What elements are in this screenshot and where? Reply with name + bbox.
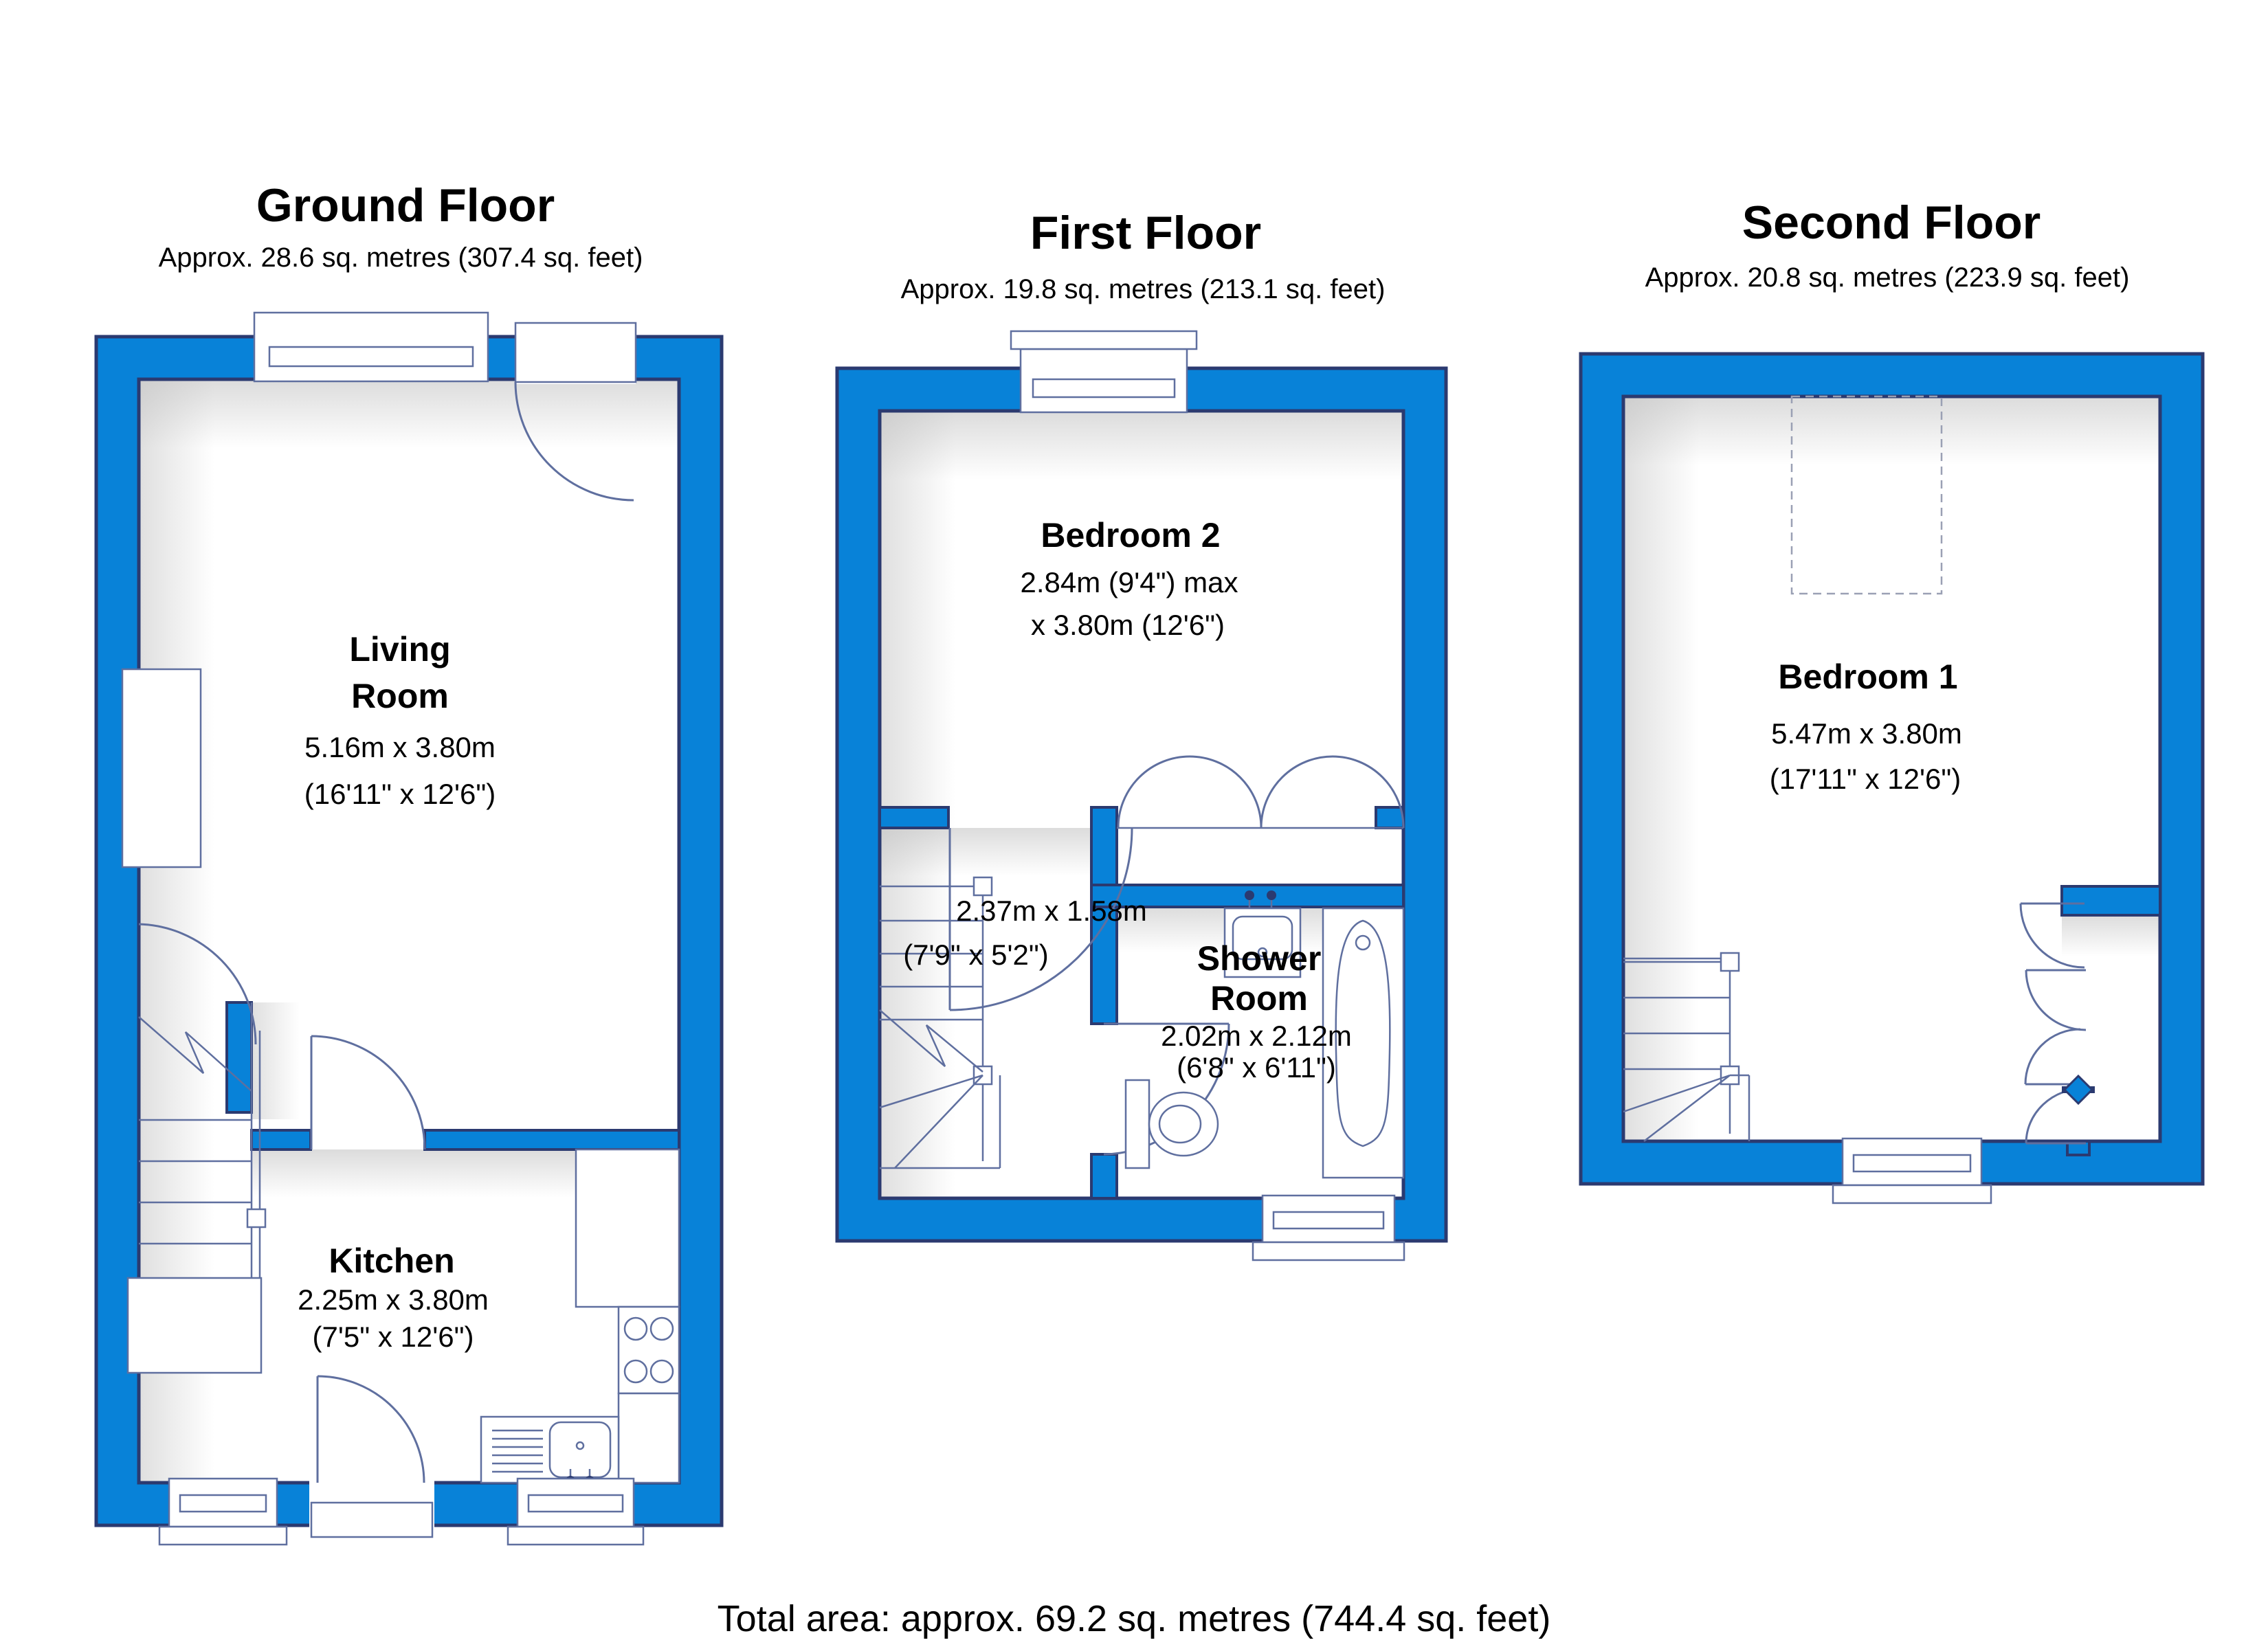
pivot-diamond-icon: [2065, 1076, 2092, 1103]
window: [1011, 331, 1197, 412]
wardrobe-doors: [1117, 756, 1403, 828]
room-shadow: [880, 828, 1093, 876]
window-sill: [1253, 1242, 1404, 1260]
landing-dims: 2.37m x 1.58m: [956, 895, 1147, 927]
stair-newel: [974, 877, 992, 895]
window: [159, 1479, 287, 1545]
window-sill: [159, 1527, 287, 1545]
interior-wall-stub: [2062, 886, 2160, 915]
room-dims: 2.84m (9'4") max: [1020, 566, 1238, 598]
first-floor-title: First Floor: [1030, 207, 1262, 259]
room-shadow: [139, 379, 679, 448]
window: [508, 1479, 643, 1545]
ground-floor-plan: [96, 179, 722, 1545]
back-door: [311, 1376, 432, 1537]
room-label: Bedroom 1: [1778, 658, 1958, 696]
kitchen-door: [311, 1036, 425, 1149]
room-dims: 2.02m x 2.12m: [1161, 1020, 1352, 1052]
second-floor-title: Second Floor: [1742, 197, 2041, 249]
first-floor-area: Approx. 19.8 sq. metres (213.1 sq. feet): [900, 274, 1386, 304]
second-floor-plan: [1581, 197, 2203, 1203]
window-sill: [1011, 331, 1197, 349]
door-leaf: [515, 323, 636, 382]
interior-wall: [227, 1002, 252, 1112]
stair-landing: [128, 1278, 261, 1373]
room-label: Room: [351, 677, 449, 715]
room-label: Bedroom 2: [1041, 516, 1221, 554]
wardrobe-doors: [2025, 970, 2095, 1143]
landing-dims: (7'9" x 5'2"): [903, 939, 1049, 971]
tap-icon: [1267, 890, 1276, 900]
door-arc: [318, 1376, 424, 1483]
room-dims: (17'11" x 12'6"): [1769, 763, 1961, 795]
interior-wall: [1376, 807, 1403, 828]
room-dims: 5.16m x 3.80m: [304, 731, 496, 763]
window: [1833, 1138, 1991, 1203]
room-shadow: [880, 411, 1403, 480]
tap-icon: [1245, 890, 1254, 900]
room-label: Kitchen: [329, 1242, 455, 1280]
room-shadow: [880, 411, 955, 1198]
room-dims: (16'11" x 12'6"): [304, 778, 496, 810]
interior-wall: [425, 1130, 679, 1149]
interior-wall: [1091, 1154, 1117, 1198]
toilet-cistern: [1126, 1080, 1149, 1168]
ground-floor-area: Approx. 28.6 sq. metres (307.4 sq. feet): [158, 243, 643, 273]
kitchen-sink: [481, 1417, 619, 1485]
total-area-label: Total area: approx. 69.2 sq. metres (744.4 sq. feet): [717, 1598, 1551, 1639]
room-dims: x 3.80m (12'6"): [1030, 609, 1225, 641]
first-floor-plan: [837, 207, 1446, 1260]
room-dims: (6'8" x 6'11"): [1177, 1051, 1336, 1084]
door-arc: [311, 1036, 425, 1149]
window-sill: [508, 1527, 643, 1545]
room-dims: 2.25m x 3.80m: [298, 1283, 489, 1316]
stair-newel: [247, 1209, 265, 1227]
room-label: Shower: [1197, 939, 1322, 978]
hob: [619, 1307, 679, 1393]
ground-floor-title: Ground Floor: [256, 179, 555, 232]
room-shadow: [2062, 915, 2160, 956]
interior-wall: [880, 807, 948, 828]
toilet: [1126, 1080, 1218, 1168]
stair-newel: [1721, 953, 1739, 971]
fitted-unit: [122, 669, 201, 867]
window: [1253, 1196, 1404, 1260]
room-dims: (7'5" x 12'6"): [312, 1321, 474, 1353]
room-shadow: [252, 1002, 300, 1119]
room-dims: 5.47m x 3.80m: [1771, 717, 1962, 750]
room-shadow: [1623, 396, 1699, 1141]
door-leaf: [311, 1503, 432, 1537]
room-shadow: [1623, 396, 2160, 465]
window-sill: [1833, 1185, 1991, 1203]
second-floor-area: Approx. 20.8 sq. metres (223.9 sq. feet): [1645, 262, 2130, 293]
room-label: Living: [349, 630, 451, 669]
window: [254, 313, 488, 381]
room-label: Room: [1210, 979, 1308, 1018]
